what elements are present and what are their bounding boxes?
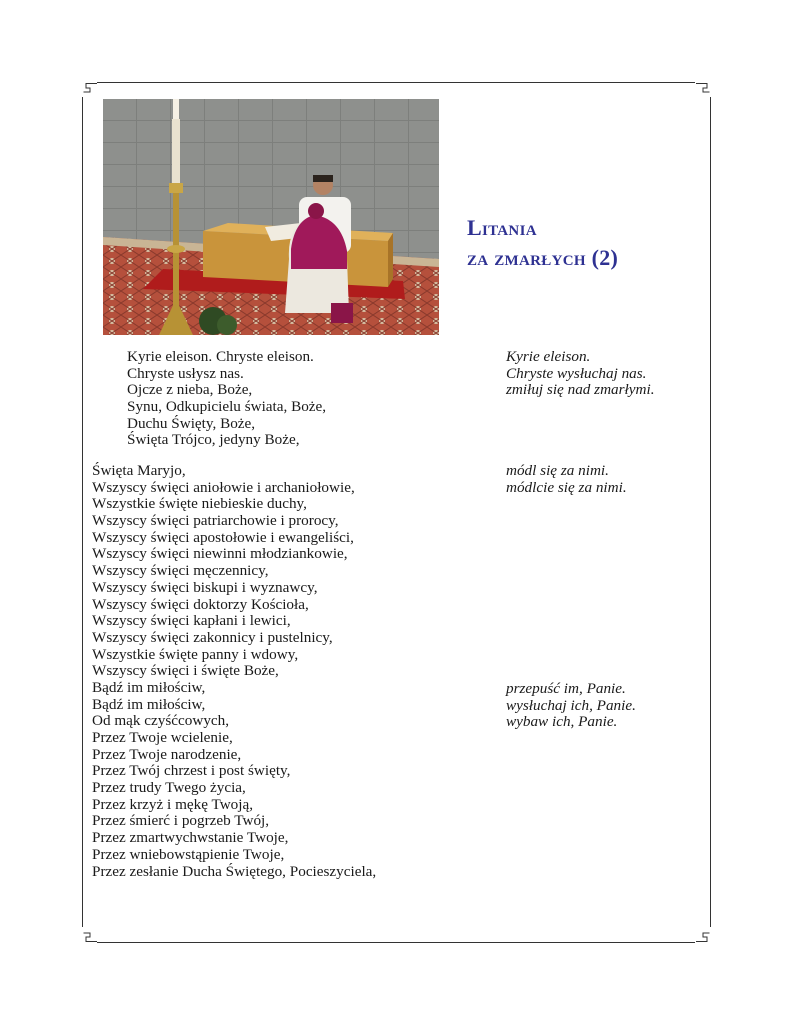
invocation-line: Wszystkie święte niebieskie duchy, [92,495,307,513]
invocation-line: Od mąk czyśćcowych, [92,712,230,730]
invocation-line: Duchu Święty, Boże, [127,414,256,432]
invocation-line: Przez zmartwychwstanie Twoje, [92,829,289,847]
invocation-line: Wszyscy święci apostołowie i ewangeliści, [92,528,354,546]
corner-ornament-bottom-left [83,928,97,942]
invocation-line: Wszyscy święci aniołowie i archaniołowie, [92,478,355,496]
response-line: zmiłuj się nad zmarłymi. [506,381,655,399]
response-line: wysłuchaj ich, Panie. [506,696,636,714]
invocation-line: Bądź im miłościw, [92,695,206,713]
main-invocations [92,463,376,880]
invocation-line: Wszyscy święci patriarchowie i prorocy, [92,512,339,530]
invocation-line: Przez Twój chrzest i post święty, [92,762,291,780]
invocation-line: Wszyscy święci zakonnicy i pustelnicy, [92,628,333,646]
funeral-photo-illustration [103,99,439,335]
invocation-line: Przez Twoje narodzenie, [92,745,242,763]
invocation-line: Wszyscy święci doktorzy Kościoła, [92,595,309,613]
corner-ornament-top-left [83,83,97,97]
invocation-line: Chryste usłysz nas. [127,364,244,382]
invocation-line: Ojcze z nieba, Boże, [127,381,253,399]
corner-ornament-top-right [696,83,710,97]
corner-ornament-bottom-right [696,928,710,942]
frame-bottom [97,942,695,943]
invocation-line: Wszyscy święci niewinni młodziankowie, [92,545,348,563]
intro-responses [506,349,655,399]
invocation-line: Wszystkie święte panny i wdowy, [92,645,299,663]
response-line: Chryste wysłuchaj nas. [506,364,647,382]
invocation-line: Przez trudy Twego życia, [92,779,246,797]
invocation-line: Przez wniebowstąpienie Twoje, [92,845,285,863]
intro-invocations [127,349,326,449]
invocation-line: Wszyscy święci kapłani i lewici, [92,612,291,630]
responses-pray [506,463,627,496]
invocation-line: Przez śmierć i pogrzeb Twój, [92,812,270,830]
invocation-line: Bądź im miłościw, [92,678,206,696]
invocation-line: Święta Maryjo, [92,462,186,479]
invocation-line: Kyrie eleison. Chryste eleison. [127,348,314,365]
response-line: przepuść im, Panie. [506,680,626,697]
response-line: Kyrie eleison. [506,348,591,365]
funeral-photo [103,99,439,335]
responses-spare [506,681,636,731]
title-line-1: Litania [467,215,537,240]
response-line: módl się za nimi. [506,462,609,479]
invocation-line: Przez zesłanie Ducha Świętego, Pocieszyciela, [92,862,377,880]
frame-left [82,97,83,927]
response-line: wybaw ich, Panie. [506,713,618,731]
invocation-line: Przez krzyż i mękę Twoją, [92,795,254,813]
invocation-line: Przez Twoje wcielenie, [92,729,233,746]
page-title [467,213,618,273]
frame-top [97,82,695,83]
frame-right [710,97,711,927]
title-line-2: za zmarłych (2) [467,245,619,270]
invocation-line: Wszyscy święci i święte Boże, [92,662,279,680]
invocation-line: Synu, Odkupicielu świata, Boże, [127,398,327,416]
invocation-line: Wszyscy święci męczennicy, [92,562,269,580]
response-line: módlcie się za nimi. [506,478,627,496]
invocation-line: Wszyscy święci biskupi i wyznawcy, [92,578,318,596]
invocation-line: Święta Trójco, jedyny Boże, [127,431,300,449]
